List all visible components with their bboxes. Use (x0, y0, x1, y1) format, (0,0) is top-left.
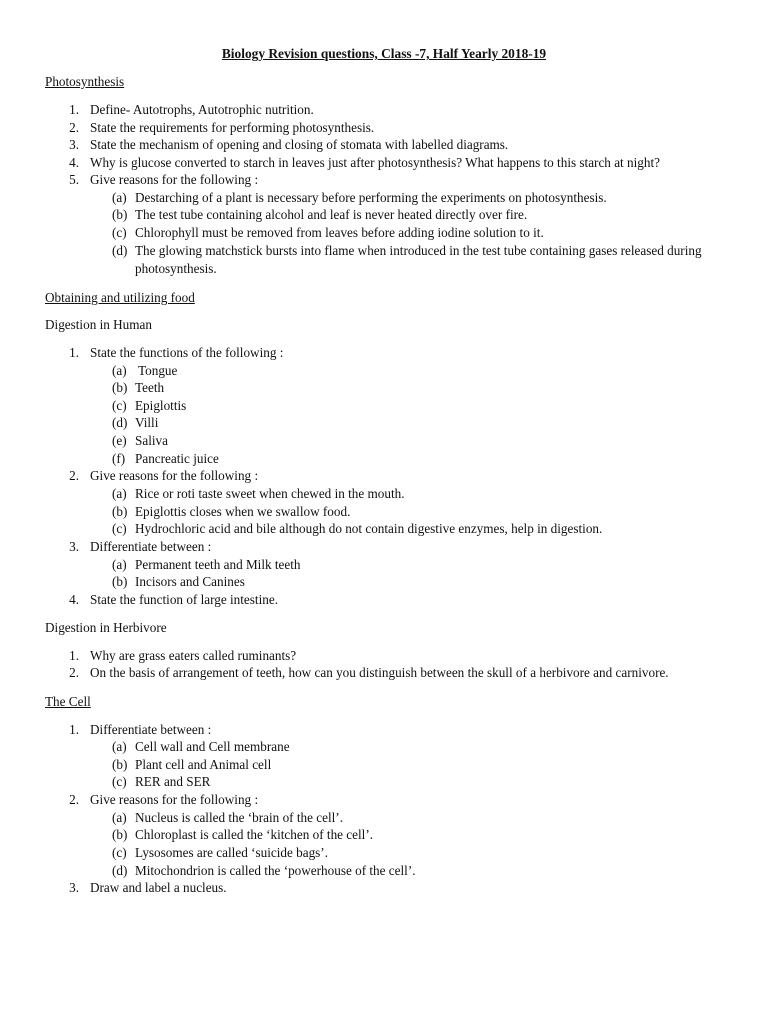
document-page: Biology Revision questions, Class -7, Half Yearly 2018-19 Photosynthesis 1. Define- Autotrophs, Autotrophic nutrition. 2. State the requirements for performing photosynthesis. 3. State the mechanism of opening and closing of stomata with labelled diagrams. 4. Why is glucose converted to starch in leaves just after photosynthesis? What happens to this starch at night? 5. Give reasons for the following : (a) Destarching of a plant is necessary before performing the experiments on photosynthesis. (b) The test tube containing alcohol and leaf is never heated directly over fire. (c) Chlorophyll must be removed from leaves before adding iodine solution to it. (d) The glowing matchstick bursts into flame when introduced in the test tube containing gases released during photosynthesis. Obtaining and utilizing food Digestion in Human 1. State the functions of the following : (a) Tongue (b) Teeth (c) Epiglottis (d) Villi (e) Saliva (f) Pancreatic juice 2. Give reasons for the following : (a) Rice or roti taste sweet when chewed in the mouth. (b) Epiglottis closes when we swallow food. (c) Hydrochloric acid and bile although do not contain digestive enzymes, help in digestion. 3. Differentiate between : (a) Permanent teeth and Milk teeth (b) Incisors and Canines 4. State the function of large intestine. Digestion in Herbivore 1. Why are grass eaters called ruminants? 2. On the basis of arrangement of teeth, how can you distinguish between the skull of a herbivore and carnivore. The Cell 1. Differentiate between : (a) Cell wall and Cell membrane (b) Plant cell and Animal cell (c) RER and SER 2. Give reasons for the following : (a) Nucleus is called the ‘brain of the cell’. (b) Chloroplast is called the ‘kitchen of the cell’. (c) Lysosomes are called ‘suicide bags’. (d) Mitochondrion is called the ‘powerhouse of the cell’. 3. Draw and label a nucleus. (0, 0, 768, 1024)
document-title: Biology Revision questions, Class -7, Half Yearly 2018-19 (221, 46, 547, 61)
section-heading-photosynthesis: Photosynthesis (45, 74, 125, 89)
section-heading-food: Obtaining and utilizing food (45, 290, 195, 305)
section-heading-cell: The Cell (45, 694, 91, 709)
subsection-heading-human: Digestion in Human (45, 317, 152, 332)
subsection-heading-herbivore: Digestion in Herbivore (45, 620, 167, 635)
